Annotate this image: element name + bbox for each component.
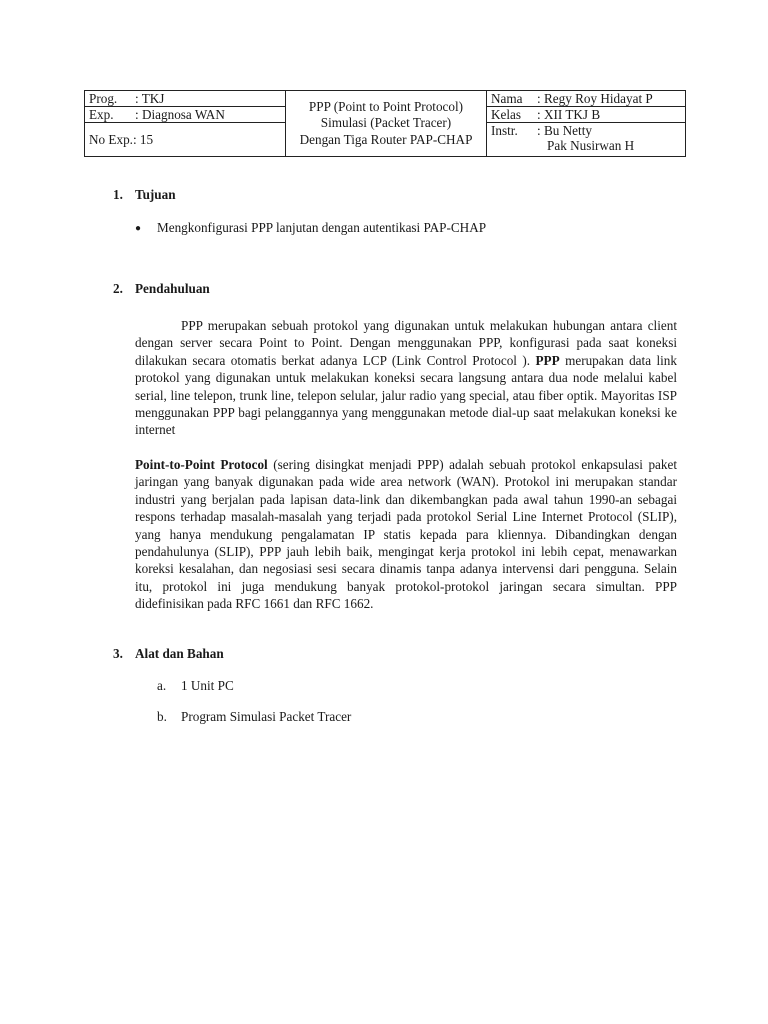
section-2-heading [113, 281, 210, 297]
section-1-title: Tujuan [135, 187, 176, 202]
section-3-number: 3. [113, 646, 123, 661]
paragraph-1 [135, 317, 677, 439]
section-1-heading [113, 187, 176, 203]
paragraph-1-bold: PPP [535, 352, 560, 368]
paragraph-2-text: (sering disingkat menjadi PPP) adalah sebuah protokol enkapsulasi paket jaringan yang banyak digunakan pada wide area network (WAN). Protokol ini merupakan standar industri yang berjalan pada lapisan data-link dan dikembangkan pada awal tahun 1990-an sebagai respons terhadap masalah-masalah yang terjadi pada protokol Serial Line Internet Protocol (SLIP), yang hanya mendukung pengalamatan IP statis kepada para kliennya. Dibandingkan dengan pendahulunya (SLIP), PPP jauh lebih baik, mengingat kerja protokol ini lebih cepat, menawarkan koreksi kesalahan, dan negosiasi sesi secara dinamis tanpa adanya intervensi dari pengguna. Selain itu, protokol ini juga mendukung banyak protokol-protokol jaringan secara simultan. PPP didefinisikan pada RFC 1661 dan RFC 1662. [135, 457, 677, 612]
section-2-number: 2. [113, 281, 123, 296]
title-line-3: Dengan Tiga Router PAP-CHAP [299, 131, 473, 147]
instr-value-2: Pak Nusirwan H [547, 138, 635, 153]
exp-label: Exp. [89, 107, 114, 122]
kelas-cell [487, 107, 686, 123]
section-1-number: 1. [113, 187, 123, 202]
paragraph-1-text-a: PPP merupakan sebuah protokol yang digunakan untuk melakukan hubungan antara client dengan server secara Point to Point. Dengan menggunakan PPP, konfigurasi pada saat koneksi dilakukan secara otomatis berkat adanya LCP (Link Control Protocol ). [135, 318, 677, 368]
title-line-2: Simulasi (Packet Tracer) [320, 115, 452, 131]
paragraph-2 [135, 456, 677, 613]
section-3-title: Alat dan Bahan [135, 646, 224, 661]
section-3-heading [113, 646, 224, 662]
list-item [157, 678, 234, 694]
instr-cell [487, 123, 686, 157]
list-item [157, 709, 351, 725]
instr-label: Instr. [491, 123, 518, 138]
list-marker: a. [157, 678, 167, 693]
noexp-cell [85, 123, 286, 157]
nama-label: Nama [491, 91, 523, 106]
paragraph-2-bold: Point-to-Point Protocol [135, 457, 268, 472]
kelas-label: Kelas [491, 107, 522, 122]
prog-cell [85, 91, 286, 107]
nama-cell [487, 91, 686, 107]
list-item-text: 1 Unit PC [181, 678, 234, 693]
prog-value: : TKJ [135, 91, 165, 106]
prog-label: Prog. [89, 91, 118, 106]
bullet-icon: ● [135, 223, 142, 234]
title-line-1: PPP (Point to Point Protocol) [308, 98, 464, 114]
title-cell [286, 91, 487, 157]
header-table [84, 90, 686, 157]
section-1-bullet [135, 220, 486, 236]
list-marker: b. [157, 709, 167, 724]
section-2-title: Pendahuluan [135, 281, 210, 296]
list-item-text: Program Simulasi Packet Tracer [181, 709, 352, 724]
nama-value: : Regy Roy Hidayat P [537, 91, 653, 106]
bullet-text: Mengkonfigurasi PPP lanjutan dengan autentikasi PAP-CHAP [157, 220, 487, 235]
instr-value-1: : Bu Netty [537, 123, 592, 138]
exp-cell [85, 107, 286, 123]
paragraph-1-text-b: merupakan data link protokol yang digunakan untuk melakukan koneksi secara langsung antara dua node melalui kabel serial, line telepon, trunk line, telepon selular, jalur radio yang special, atau fiber optik. Mayoritas ISP menggunakan PPP bagi pelanggannya yang menggunakan metode dial-up saat melakukan koneksi ke internet [135, 352, 677, 438]
exp-value: : Diagnosa WAN [135, 107, 225, 122]
kelas-value: : XII TKJ B [537, 107, 601, 122]
noexp-value: No Exp.: 15 [89, 132, 154, 147]
